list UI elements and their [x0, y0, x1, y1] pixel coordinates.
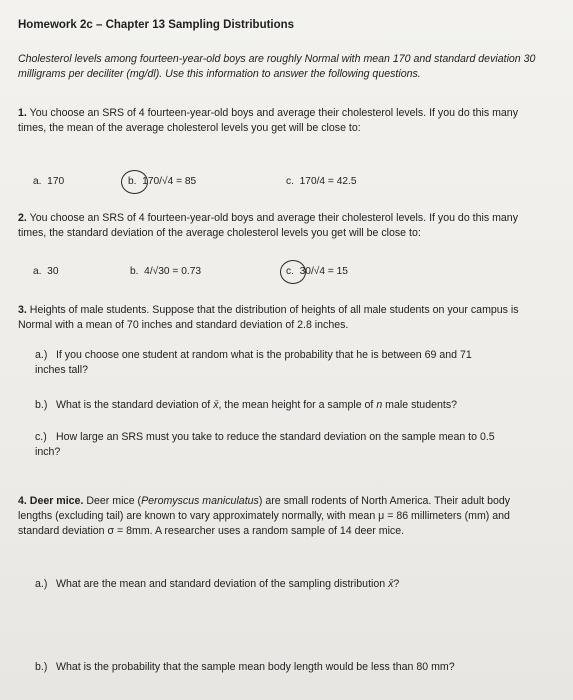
- x-bar-symbol-2: x̄: [388, 578, 394, 590]
- q1-option-b-label: b.: [128, 176, 137, 187]
- q2-option-a-label: a.: [33, 266, 42, 277]
- question-3-number: 3.: [18, 304, 27, 316]
- q3-part-a-text: If you choose one student at random what is the probability that he is between 69 and 71 inches tall?: [35, 349, 472, 376]
- q3-part-c: [35, 430, 505, 460]
- page-title: Homework 2c – Chapter 13 Sampling Distributions: [18, 19, 295, 31]
- q4-part-b-label: b.): [35, 661, 48, 673]
- question-2: [18, 211, 538, 241]
- question-3-text: Heights of male students. Suppose that the distribution of heights of all male students on your campus is Normal with a mean of 70 inches and standard deviation of 2.8 inches.: [18, 304, 519, 331]
- q2-option-c-label: c.: [286, 266, 294, 277]
- x-bar-symbol: x̄: [213, 399, 219, 411]
- question-4-number: 4.: [18, 495, 27, 507]
- question-4-heading: Deer mice.: [29, 495, 84, 507]
- q4-part-b: [35, 660, 545, 675]
- q3-part-b-text-pre: What is the standard deviation of: [55, 399, 214, 411]
- species-name: Peromyscus maniculatus: [141, 495, 259, 507]
- sample-size-symbol: n: [376, 399, 383, 411]
- q3-part-a-label: a.): [35, 349, 48, 361]
- q2-option-b: [130, 266, 201, 277]
- question-3: [18, 303, 538, 333]
- q4-part-b-text: What is the probability that the sample mean body length would be less than 80 mm?: [55, 661, 455, 673]
- intro-paragraph: Cholesterol levels among fourteen-year-old boys are roughly Normal with mean 170 and standard deviation 30 milligrams per deciliter (mg/dl). Use this information to answer the following questions.: [18, 53, 536, 80]
- q2-option-b-label: b.: [130, 266, 139, 277]
- q2-option-c: [286, 266, 348, 277]
- q3-part-c-text: How large an SRS must you take to reduce the standard deviation on the sample mean to 0.5 inch?: [35, 431, 495, 458]
- q1-option-c-text: 170/4 = 42.5: [299, 176, 357, 187]
- q2-option-c-text: 30/√4 = 15: [299, 266, 348, 277]
- question-1-number: 1.: [18, 107, 27, 119]
- question-2-number: 2.: [18, 212, 27, 224]
- q3-part-b: [35, 398, 535, 413]
- q2-option-a: [33, 266, 59, 277]
- q2-option-a-text: 30: [47, 266, 59, 277]
- question-4: [18, 494, 538, 539]
- q3-part-b-text-mid: , the mean height for a sample of: [218, 399, 377, 411]
- q3-part-b-label: b.): [35, 399, 48, 411]
- q1-option-a-label: a.: [33, 176, 42, 187]
- q1-option-b-text: 170/√4 = 85: [142, 176, 197, 187]
- q3-part-c-label: c.): [35, 431, 47, 443]
- q1-option-c-label: c.: [286, 176, 294, 187]
- q4-part-a-text-pre: What are the mean and standard deviation of the sampling distribution: [55, 578, 389, 590]
- q1-option-c: [286, 176, 357, 187]
- question-2-text: You choose an SRS of 4 fourteen-year-old boys and average their cholesterol levels. If you do this many times, the standard deviation of the average cholesterol levels you get will be close to:: [18, 212, 518, 239]
- q4-part-a-text-post: ?: [393, 578, 400, 590]
- q1-option-b: [128, 176, 196, 187]
- question-4-text-post: ) are small rodents of North America. Their adult body lengths (excluding tail) are known to vary approximately normally, with mean μ = 86 millimeters (mm) and standard deviation σ = 8mm. A researcher uses a random sample of 14 deer mice.: [18, 495, 511, 537]
- question-4-text-pre: Deer mice (: [83, 495, 142, 507]
- q4-part-a-label: a.): [35, 578, 48, 590]
- q1-option-a: [33, 176, 64, 187]
- question-1: [18, 106, 538, 136]
- q3-part-a: [35, 348, 505, 378]
- q2-option-b-text: 4/√30 = 0.73: [144, 266, 202, 277]
- q4-part-a: [35, 577, 545, 592]
- q3-part-b-text-post: male students?: [382, 399, 458, 411]
- question-1-text: You choose an SRS of 4 fourteen-year-old boys and average their cholesterol levels. If you do this many times, the mean of the average cholesterol levels you get will be close to:: [18, 107, 518, 134]
- q1-option-a-text: 170: [47, 176, 65, 187]
